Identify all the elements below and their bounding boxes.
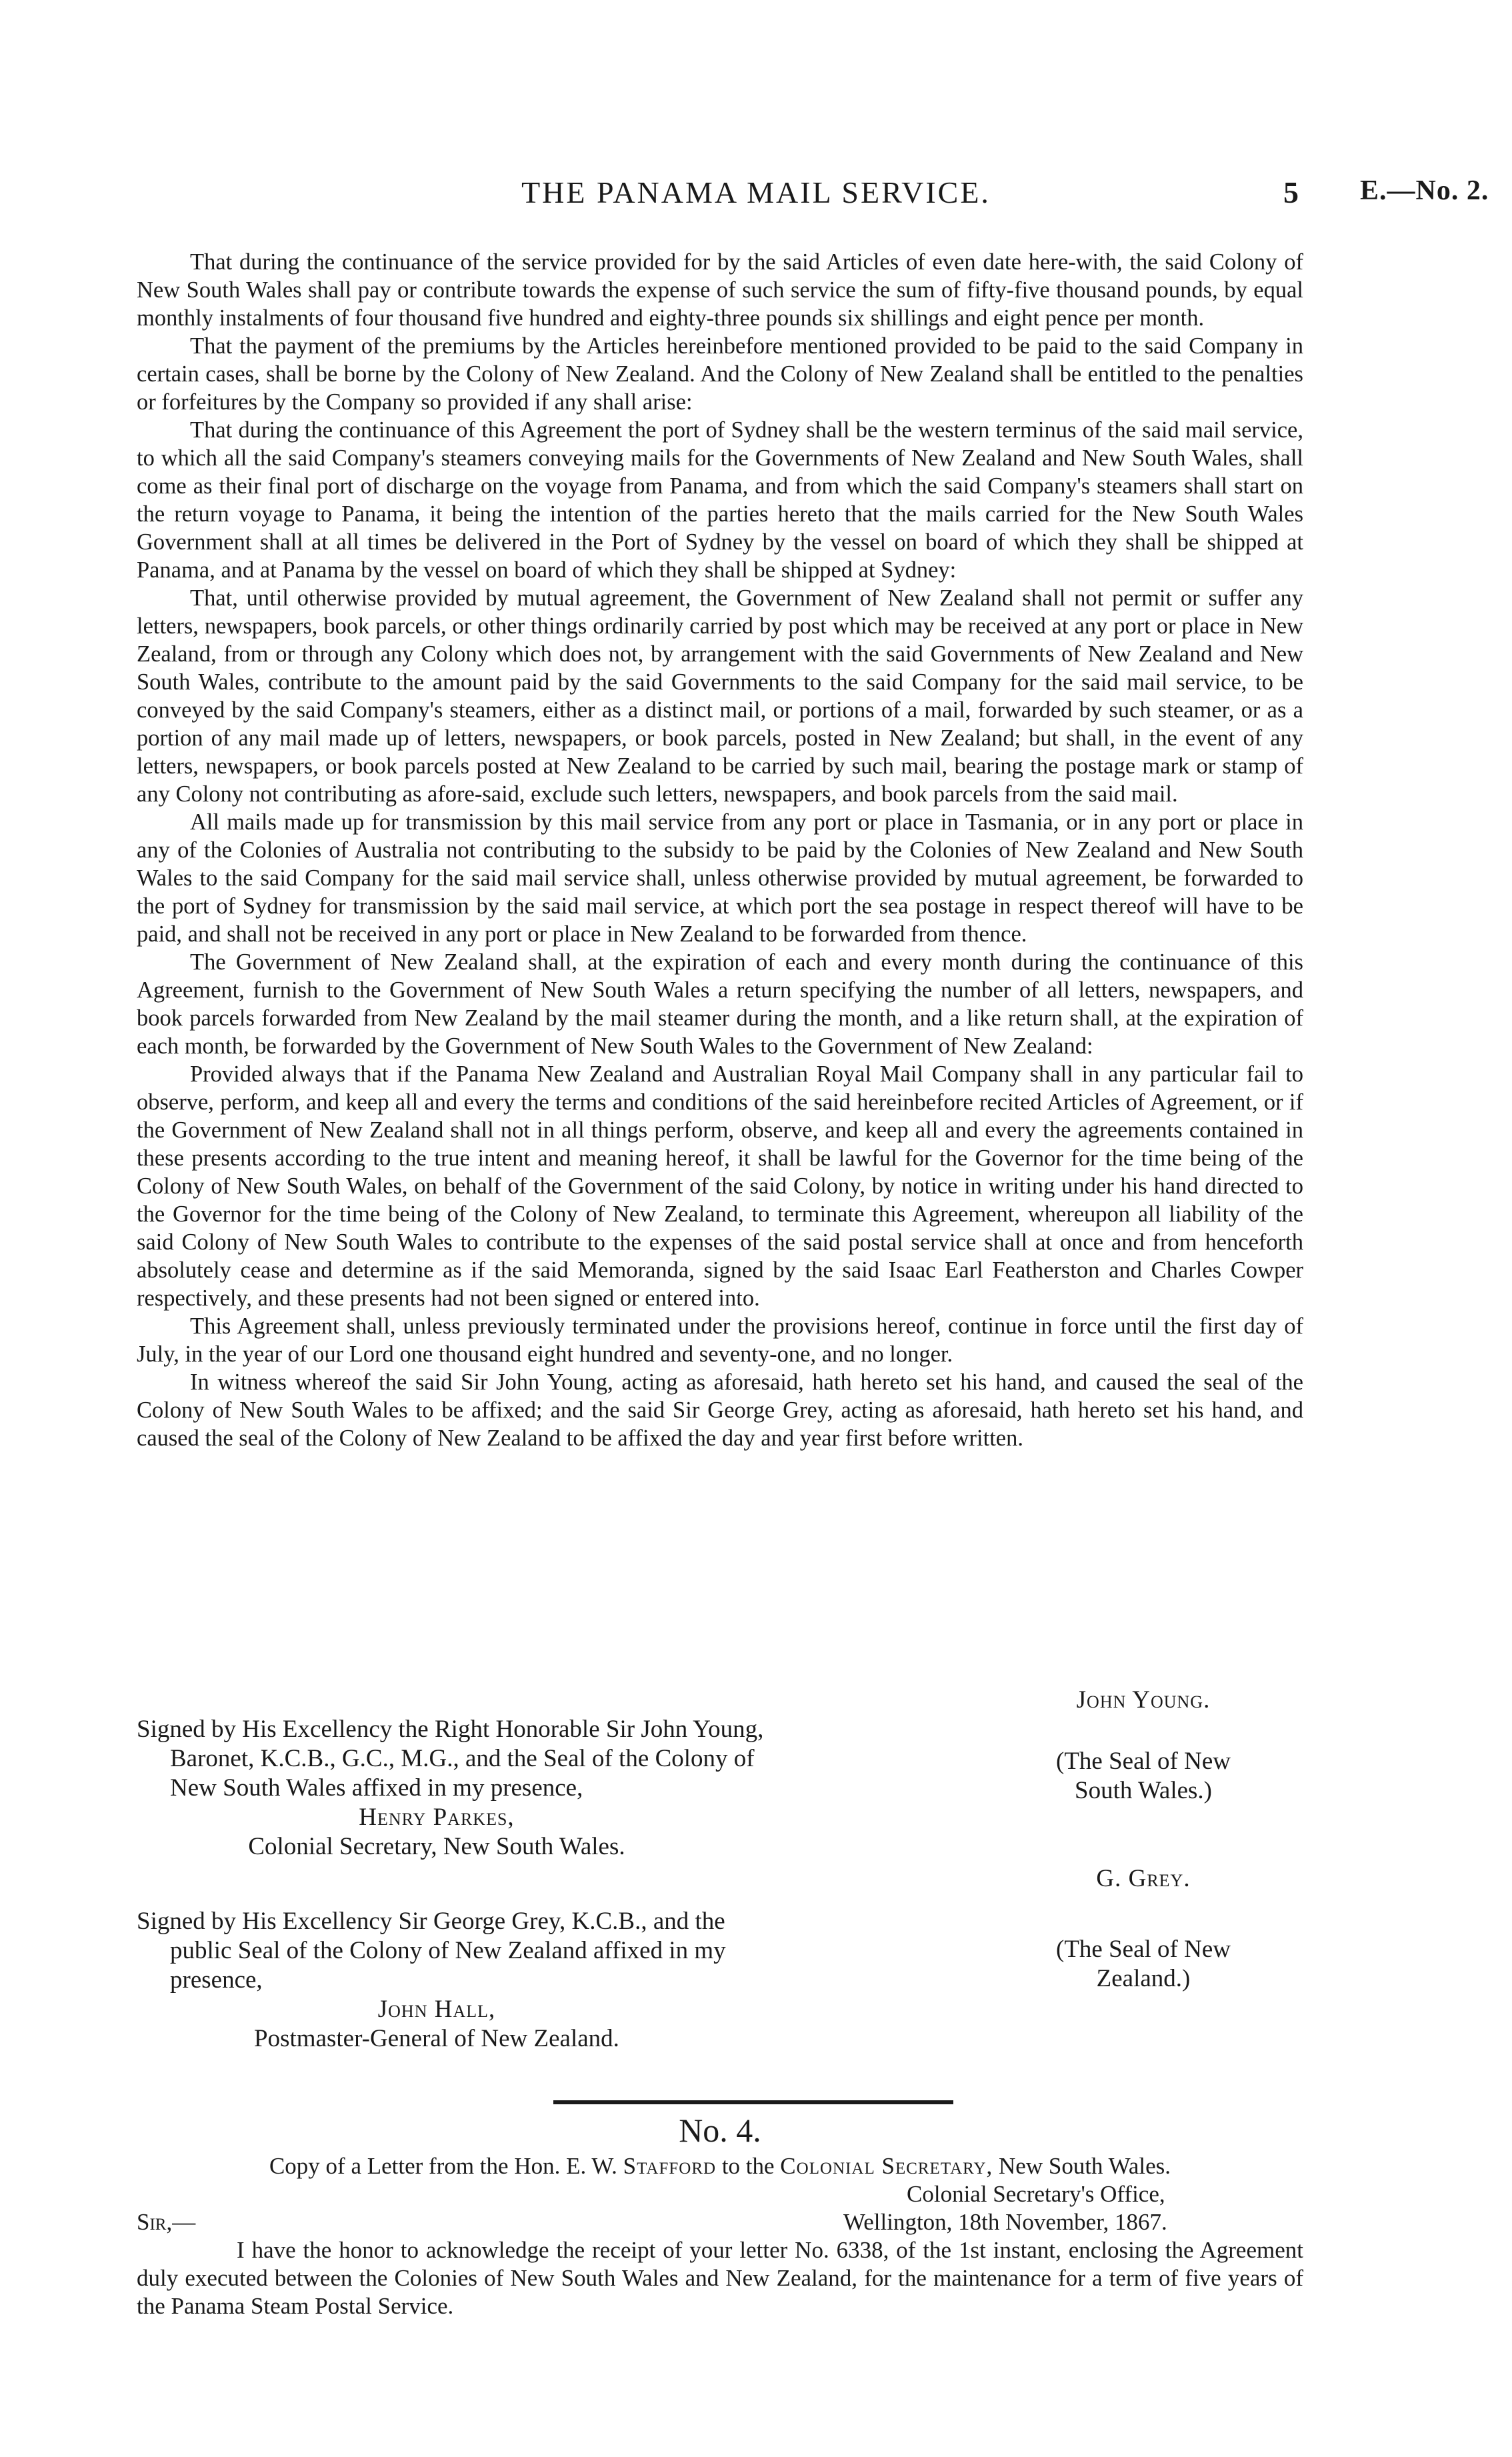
signer-name: G. Grey. [1096, 1865, 1191, 1892]
seal-line: Zealand.) [1096, 1965, 1191, 1992]
witness-title: Postmaster-General of New Zealand. [254, 2025, 619, 2052]
seal-note-2 [983, 1935, 1303, 1994]
signature-section [137, 1686, 1303, 2099]
attestation-line: New South Wales affixed in my presence, [170, 1774, 583, 1802]
running-title: THE PANAMA MAIL SERVICE. [521, 175, 991, 209]
paragraph: That during the continuance of this Agreement the port of Sydney shall be the western terminus of the said mail service, to which all the said Company's steamers conveying mails for the Governments of New Zealand and New South Wales, shall come as their final port of discharge on the voyage from Panama, and from which the said Company's steamers shall start on the return voyage to Panama, it being the intention of the parties hereto that the mails carried for the New South Wales Government shall at all times be delivered in the Port of Sydney by the vessel on board of which they shall be shipped at Panama, and at Panama by the vessel on board of which they shall be shipped at Sydney: [137, 417, 1303, 583]
letter-address-block [137, 2180, 1303, 2236]
paragraph: That, until otherwise provided by mutual agreement, the Government of New Zealand shall not permit or suffer any letters, newspapers, book parcels, or other things ordinarily carried by post which may be received at any port or place in New Zealand, from or through any Colony which does not, by arrangement with the said Governments of New Zealand and New South Wales, contribute to the amount paid by the said Governments to the said Company for the said mail service, to be conveyed by the said Company's steamers, either as a distinct mail, or portions of a mail, forwarded by such steamer, or as a portion of any mail made up of letters, newspapers, or book parcels, posted in New Zealand; but shall, in the event of any letters, newspapers, or book parcels posted at New Zealand to be carried by such mail, bearing the postage mark or stamp of any Colony not contributing as afore-said, exclude such letters, newspapers, and book parcels from the said mail. [137, 585, 1303, 807]
attestation-line: Baronet, K.C.B., G.C., M.G., and the Seal of the Colony of [170, 1745, 755, 1772]
heading-to: Colonial Secretary, [780, 2153, 993, 2179]
paragraph: That the payment of the premiums by the Articles hereinbefore mentioned provided to be paid to the said Company in certain cases, shall be borne by the Colony of New Zealand. And the Colony of New Zealand shall be entitled to the penalties or forfeitures by the Company so provided if any shall arise: [137, 333, 1303, 415]
witness-name: Henry Parkes, [359, 1804, 515, 1831]
paragraph: In witness whereof the said Sir John Young, acting as aforesaid, hath hereto set his hand, and caused the seal of the Colony of New South Wales to be affixed; and the said Sir George Grey, acting as aforesaid, hath hereto set his hand, and caused the seal of the Colony of New Zealand to be affixed the day and year first before written. [137, 1370, 1303, 1451]
seal-line: South Wales.) [1075, 1777, 1212, 1804]
heading-text: to the [721, 2153, 775, 2179]
letter-heading [190, 2152, 1250, 2180]
heading-text: Copy of a Letter from the Hon. E. W. [269, 2153, 617, 2179]
attestation-line: public Seal of the Colony of New Zealand affixed in my [170, 1937, 726, 1964]
paragraph: That during the continuance of the service provided for by the said Articles of even date here-with, the said Colony of New South Wales shall pay or contribute towards the expense of such service the sum of fifty-five thousand pounds, by equal monthly instalments of four thousand five hundred and eighty-three pounds six shillings and eight pence per month. [137, 249, 1303, 331]
signature-block-1 [137, 1715, 890, 1862]
letter-section [137, 2108, 1303, 2320]
seal-line: (The Seal of New [1056, 1936, 1231, 1963]
letter-body: I have the honor to acknowledge the receipt of your letter No. 6338, of the 1st instant, enclosing the Agreement duly executed between the Colonies of New South Wales and New Zealand, for the maintenance for a term of five years of the Panama Steam Postal Service. [137, 2237, 1303, 2319]
paper-code: E.—No. 2. [1360, 175, 1489, 206]
salutation: Sir,— [137, 2209, 196, 2235]
paragraph: Provided always that if the Panama New Zealand and Australian Royal Mail Company shall in any particular fail to observe, perform, and keep all and every the terms and conditions of the said hereinbefore recited Articles of Agreement, or if the Government of New Zealand shall not in all things perform, observe, and keep all and every the agreements contained in these presents according to the true intent and meaning hereof, it shall be lawful for the Governor for the time being of the Colony of New South Wales, on behalf of the Government of the said Colony, by notice in writing under his hand directed to the Governor for the time being of the Colony of New Zealand, to terminate this Agreement, whereupon all liability of the said Colony of New South Wales to contribute to the expenses of the said postal service shall at once and from henceforth absolutely cease and determine as if the said Memoranda, signed by the said Isaac Earl Featherston and Charles Cowper respectively, and these presents had not been signed or entered into. [137, 1061, 1303, 1311]
witness-title: Colonial Secretary, New South Wales. [248, 1833, 625, 1860]
witness-name: John Hall, [377, 1996, 496, 2023]
letter-number: No. 4. [679, 2112, 761, 2149]
page-number: 5 [1283, 175, 1299, 209]
page-header [0, 175, 1512, 221]
signer-name: John Young. [1076, 1686, 1211, 1714]
place-date: Wellington, 18th November, 1867. [843, 2209, 1167, 2235]
attestation-line: Signed by His Excellency Sir George Grey, K.C.B., and the [137, 1908, 725, 1935]
agreement-body [137, 248, 1303, 1452]
paragraph: This Agreement shall, unless previously terminated under the provisions hereof, continue in force until the first day of July, in the year of our Lord one thousand eight hundred and seventy-one, and no longer. [137, 1314, 1303, 1367]
heading-from: Stafford [623, 2153, 717, 2179]
attestation-line: presence, [170, 1966, 263, 1994]
attestation-line: Signed by His Excellency the Right Honorable Sir John Young, [137, 1716, 764, 1743]
heading-text: New South Wales. [999, 2153, 1171, 2179]
paragraph: The Government of New Zealand shall, at the expiration of each and every month during the continuance of this Agreement, furnish to the Government of New South Wales a return specifying the number of all letters, newspapers, and book parcels forwarded from New Zealand by the mail steamer during the month, and a like return shall, at the expiration of each month, be forwarded by the Government of New South Wales to the Government of New Zealand: [137, 949, 1303, 1059]
paragraph: All mails made up for transmission by this mail service from any port or place in Tasmania, or in any port or place in any of the Colonies of Australia not contributing to the subsidy to be paid by the Colonies of New Zealand and New South Wales to the said Company for the said mail service shall, unless otherwise provided by mutual agreement, be forwarded to the port of Sydney for transmission by the said mail service, at which port the sea postage in respect thereof will have to be paid, and shall not be received in any port or place in New Zealand to be forwarded from thence. [137, 809, 1303, 947]
office-line: Colonial Secretary's Office, [907, 2181, 1165, 2207]
seal-line: (The Seal of New [1056, 1748, 1231, 1775]
signature-block-2 [137, 1907, 890, 2054]
section-divider [553, 2100, 953, 2104]
seal-note-1 [983, 1747, 1303, 1806]
